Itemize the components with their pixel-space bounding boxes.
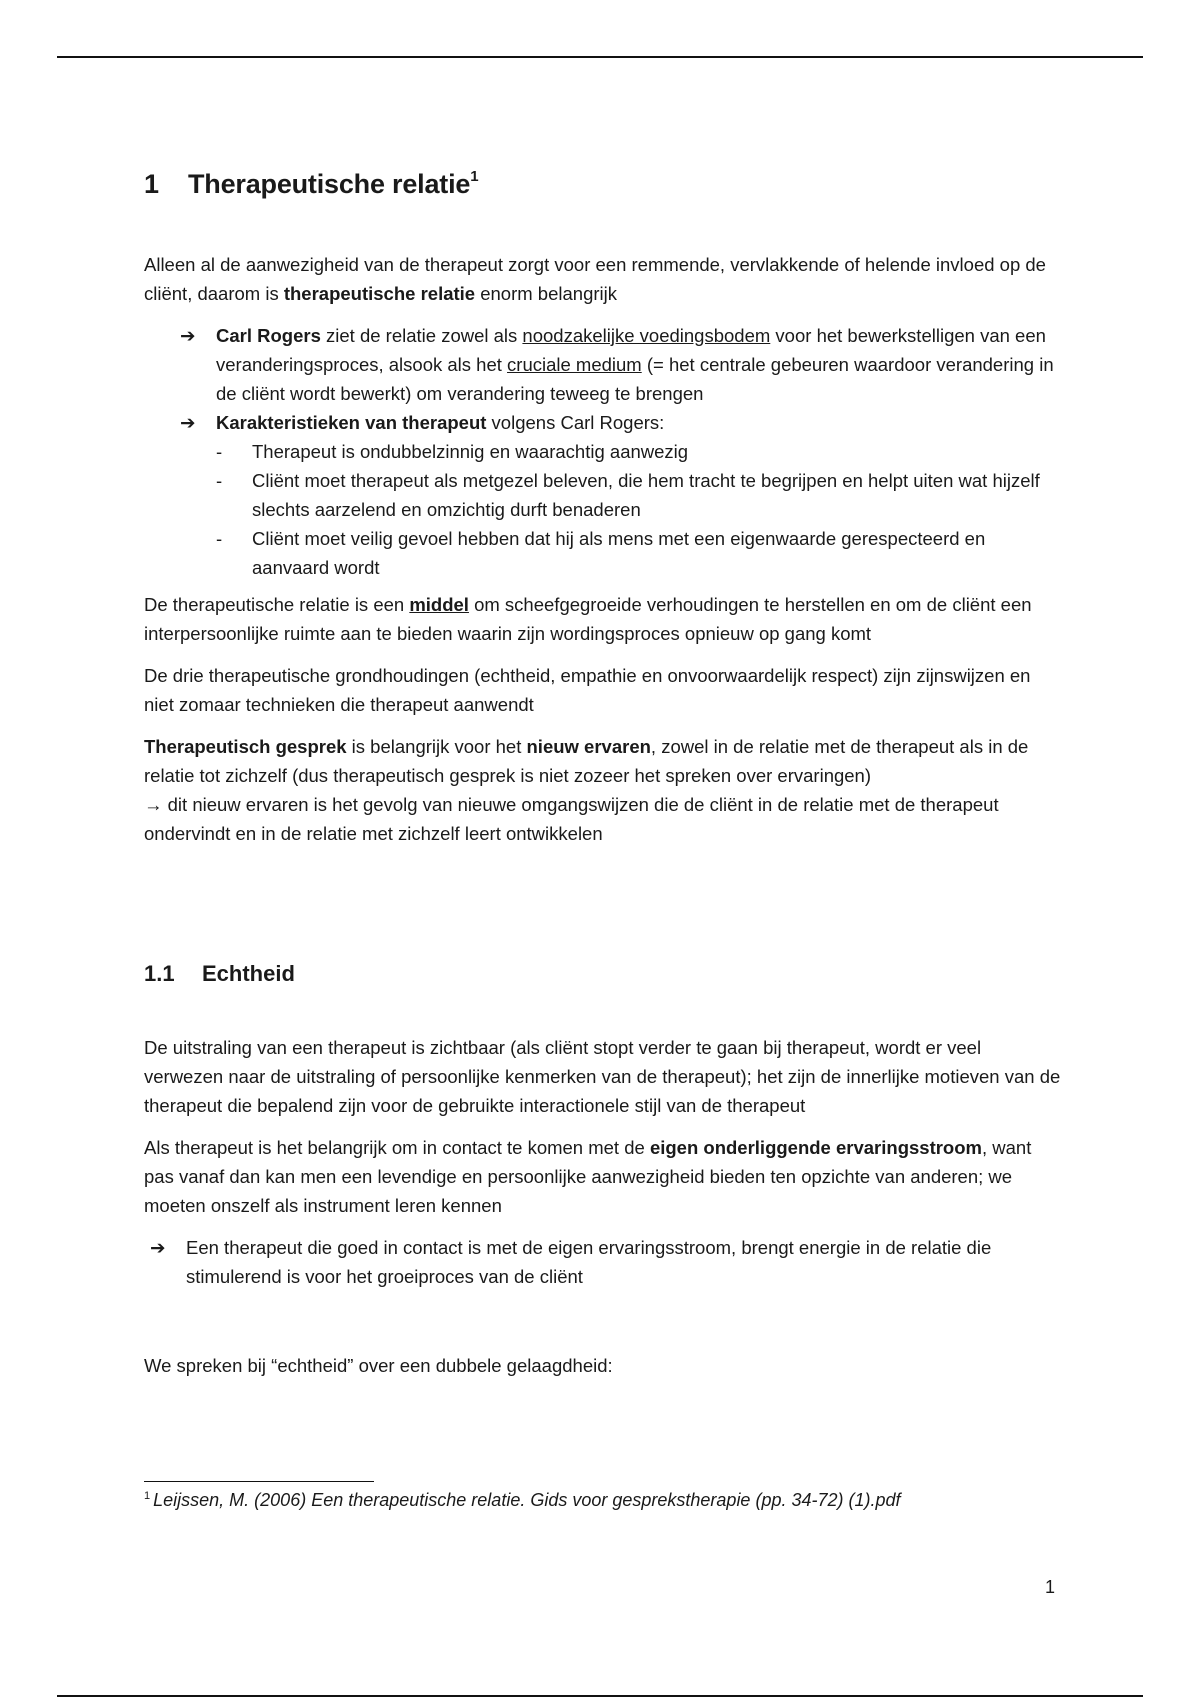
header-rule (57, 56, 1143, 58)
document-body (144, 168, 1064, 1393)
page-number: 1 (1045, 1577, 1056, 1597)
arrow-icon: ➔ (180, 325, 196, 346)
paragraph-grondhoudingen: De drie therapeutische grondhoudingen (echtheid, empathie en onvoorwaardelijk respect) zijn zijnswijzen en niet zomaar technieken die therapeut aanwendt (144, 665, 1031, 715)
list-item: - Cliënt moet veilig gevoel hebben dat hij als mens met een eigenwaarde gerespecteerd en aanvaard wordt (216, 528, 986, 578)
list-item: - Cliënt moet therapeut als metgezel beleven, die hem tracht te begrijpen en helpt uiten wat hijzelf slechts aarzelend en omzichtig durft benaderen (216, 470, 1040, 520)
footnote-reference[interactable]: 1 (470, 168, 479, 185)
dash-list (216, 437, 1064, 582)
paragraph-ervaringsstroom: Als therapeut is het belangrijk om in contact te komen met de eigen onderliggende ervaringsstroom, want pas vanaf dan kan men een levendige en persoonlijke aanwezigheid bieden ten opzichte van anderen; we moeten onszelf als instrument leren kennen (144, 1137, 1032, 1216)
paragraph-uitstraling: De uitstraling van een therapeut is zichtbaar (als cliënt stopt verder te gaan bij therapeut, wordt er veel verwezen naar de uitstraling of persoonlijke kenmerken van de therapeut); het zijn de innerlijke motieven van de therapeut die bepalend zijn voor de gebruikte interactionele stijl van de therapeut (144, 1037, 1061, 1116)
list-item: - Therapeut is ondubbelzinnig en waarachtig aanwezig (216, 441, 689, 462)
intro-paragraph: Alleen al de aanwezigheid van de therapeut zorgt voor een remmende, vervlakkende of helende invloed op de cliënt, daarom is therapeutische relatie enorm belangrijk (144, 254, 1046, 304)
footer-rule (57, 1695, 1143, 1697)
arrow-item-karakteristieken: ➔ Karakteristieken van therapeut volgens Carl Rogers: - Therapeut is ondubbelzinnig en waarachtig aanwezig - Cliënt moet therapeut als metgezel beleven, die hem tracht te begrijpen en helpt uiten wat hijzelf slechts aarzelend en omzichtig durft benaderen - Cliënt moet veilig gevoel hebben dat hij als mens met een eigenwaarde gerespecteerd en aanvaard wordt (180, 408, 1064, 582)
paragraph-therapeutisch-gesprek: Therapeutisch gesprek is belangrijk voor het nieuw ervaren, zowel in de relatie met de therapeut als in de relatie tot zichzelf (dus therapeutisch gesprek is niet zozeer het spreken over ervaringen) → dit nieuw ervaren is het gevolg van nieuwe omgangswijzen die de cliënt in de relatie met de therapeut ondervindt en in de relatie met zichzelf leert ontwikkelen (144, 736, 1029, 844)
arrow-icon: ➔ (180, 412, 196, 433)
arrow-list (180, 321, 1064, 582)
heading-therapeutische-relatie (144, 168, 1064, 200)
paragraph-dubbele-gelaagdheid: We spreken bij “echtheid” over een dubbele gelaagdheid: (144, 1355, 613, 1376)
footnote-text: Leijssen, M. (2006) Een therapeutische relatie. Gids voor gesprekstherapie (pp. 34-72) (1).pdf (153, 1490, 901, 1510)
footnote (144, 1490, 901, 1511)
paragraph-middel: De therapeutische relatie is een middel om scheefgegroeide verhoudingen te herstellen en om de cliënt een interpersoonlijke ruimte aan te bieden waarin zijn wordingsproces opnieuw op gang komt (144, 594, 1032, 644)
heading-echtheid (144, 961, 1064, 987)
arrow-item-carl-rogers: ➔ Carl Rogers ziet de relatie zowel als noodzakelijke voedingsbodem voor het bewerkstelligen van een veranderingsproces, alsook als het cruciale medium (= het centrale gebeuren waardoor verandering in de cliënt wordt bewerkt) om verandering teweeg te brengen (180, 321, 1064, 408)
heading-number: 1.1 (144, 961, 175, 986)
heading-title: Echtheid (202, 961, 295, 986)
heading-number: 1 (144, 169, 159, 199)
arrow-list-echtheid (150, 1233, 1064, 1291)
arrow-item-ervaringsstroom: ➔ Een therapeut die goed in contact is met de eigen ervaringsstroom, brengt energie in de relatie die stimulerend is voor het groeiproces van de cliënt (150, 1233, 1064, 1291)
heading-title: Therapeutische relatie (188, 169, 471, 199)
footnote-mark: 1 (144, 1490, 151, 1502)
arrow-icon: ➔ (150, 1237, 166, 1258)
footnote-separator (144, 1481, 374, 1482)
